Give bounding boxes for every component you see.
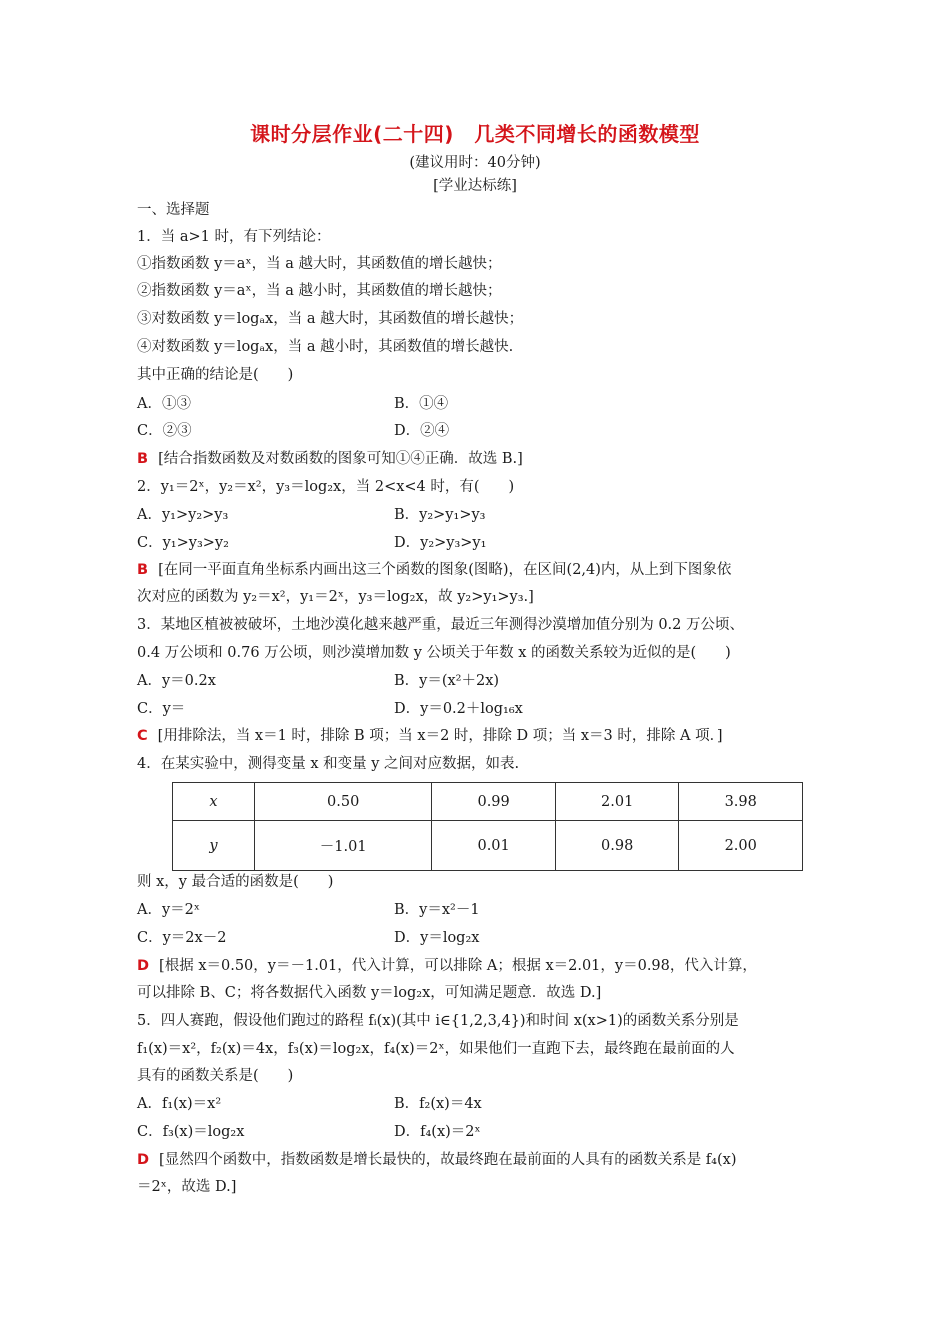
q5-option-a: A．f₁(x)＝x² bbox=[137, 1096, 222, 1112]
q5-answer-letter: D bbox=[137, 1152, 150, 1168]
q5-option-b: B．f₂(x)＝4x bbox=[394, 1096, 482, 1112]
q2-answer bbox=[137, 560, 731, 580]
q4-option-c: C．y＝2x－2 bbox=[137, 930, 227, 946]
q1-statement-4: ④对数函数 y＝logₐx，当 a 越小时，其函数值的增长越快. bbox=[137, 339, 514, 355]
data-table bbox=[172, 782, 803, 871]
q4-option-d: D．y＝log₂x bbox=[394, 930, 480, 946]
q2-stem: 2．y₁＝2ˣ，y₂＝x²，y₃＝log₂x，当 2<x<4 时，有( ) bbox=[137, 479, 515, 495]
q2-explanation-1: [在同一平面直角坐标系内画出这三个函数的图象(图略)，在区间(2,4)内，从上到下图象依 bbox=[158, 562, 732, 578]
q5-stem-2: f₁(x)＝x²，f₂(x)＝4x，f₃(x)＝log₂x，f₄(x)＝2ˣ，如果他们一直跑下去，最终跑在最前面的人 bbox=[137, 1041, 735, 1057]
table-cell: 0.99 bbox=[432, 783, 556, 821]
q3-answer bbox=[137, 726, 723, 746]
q1-statement-2: ②指数函数 y＝aˣ，当 a 越小时，其函数值的增长越快； bbox=[137, 283, 502, 299]
q5-option-d: D．f₄(x)＝2ˣ bbox=[394, 1124, 481, 1140]
q5-answer bbox=[137, 1150, 736, 1170]
table-cell: 3.98 bbox=[679, 783, 803, 821]
table-header-y: y bbox=[173, 821, 255, 871]
q1-question: 其中正确的结论是( ) bbox=[137, 367, 294, 383]
q1-option-a: A．①③ bbox=[137, 396, 191, 412]
q4-stem: 4．在某实验中，测得变量 x 和变量 y 之间对应数据，如表. bbox=[137, 756, 520, 772]
table-cell: －1.01 bbox=[255, 821, 432, 871]
q3-option-d: D．y＝0.2＋log₁₆x bbox=[394, 701, 523, 717]
table-cell: 2.01 bbox=[555, 783, 679, 821]
q2-option-b: B．y₂>y₁>y₃ bbox=[394, 507, 486, 523]
table-cell: 0.98 bbox=[555, 821, 679, 871]
table-header-x: x bbox=[173, 783, 255, 821]
q1-stem: 1．当 a>1 时，有下列结论： bbox=[137, 229, 331, 245]
table-cell: 0.01 bbox=[432, 821, 556, 871]
q1-option-b: B．①④ bbox=[394, 396, 449, 412]
page-title: 课时分层作业(二十四) 几类不同增长的函数模型 bbox=[250, 122, 700, 146]
q2-option-d: D．y₂>y₃>y₁ bbox=[394, 535, 487, 551]
q1-answer-letter: B bbox=[137, 451, 149, 467]
q3-option-c: C．y＝ bbox=[137, 701, 186, 717]
q3-stem-1: 3．某地区植被被破坏，土地沙漠化越来越严重，最近三年测得沙漠增加值分别为 0.2 万公顷、 bbox=[137, 617, 744, 633]
q1-option-d: D．②④ bbox=[394, 423, 450, 439]
q2-option-c: C．y₁>y₃>y₂ bbox=[137, 535, 229, 551]
q1-answer bbox=[137, 449, 523, 469]
q3-option-b: B．y＝(x²＋2x) bbox=[394, 673, 500, 689]
q3-option-a: A．y＝0.2x bbox=[137, 673, 216, 689]
q4-explanation-1: [根据 x＝0.50，y＝－1.01，代入计算，可以排除 A；根据 x＝2.01，y＝0.98，代入计算， bbox=[159, 958, 757, 974]
table-cell: 0.50 bbox=[255, 783, 432, 821]
q2-option-a: A．y₁>y₂>y₃ bbox=[137, 507, 229, 523]
q1-statement-1: ①指数函数 y＝aˣ，当 a 越大时，其函数值的增长越快； bbox=[137, 256, 502, 272]
q2-answer-letter: B bbox=[137, 562, 149, 578]
q2-explanation-2: 次对应的函数为 y₂＝x²，y₁＝2ˣ，y₃＝log₂x，故 y₂>y₁>y₃.] bbox=[137, 589, 534, 605]
q4-answer-letter: D bbox=[137, 958, 150, 974]
section-tag: [学业达标练] bbox=[433, 178, 517, 194]
table-row-x bbox=[173, 783, 803, 821]
q5-stem-3: 具有的函数关系是( ) bbox=[137, 1068, 294, 1084]
q5-option-c: C．f₃(x)＝log₂x bbox=[137, 1124, 245, 1140]
q4-question: 则 x，y 最合适的函数是( ) bbox=[137, 874, 334, 890]
q3-answer-letter: C bbox=[137, 728, 148, 744]
q5-stem-1: 5．四人赛跑，假设他们跑过的路程 fᵢ(x)(其中 i∈{1,2,3,4})和时间 x(x>1)的函数关系分别是 bbox=[137, 1013, 739, 1029]
table-row-y bbox=[173, 821, 803, 871]
q4-explanation-2: 可以排除 B、C；将各数据代入函数 y＝log₂x，可知满足题意．故选 D.] bbox=[137, 985, 602, 1001]
q4-answer bbox=[137, 956, 757, 976]
q5-explanation-1: [显然四个函数中，指数函数是增长最快的，故最终跑在最前面的人具有的函数关系是 f₄(x) bbox=[159, 1152, 737, 1168]
q3-explanation: [用排除法，当 x＝1 时，排除 B 项；当 x＝2 时，排除 D 项；当 x＝3 时，排除 A 项．] bbox=[157, 728, 723, 744]
table-cell: 2.00 bbox=[679, 821, 803, 871]
q3-stem-2: 0.4 万公顷和 0.76 万公顷，则沙漠增加数 y 公顷关于年数 x 的函数关系较为近似的是( ) bbox=[137, 645, 731, 661]
section-heading: 一、选择题 bbox=[137, 202, 210, 218]
q4-option-a: A．y＝2ˣ bbox=[137, 902, 201, 918]
q1-option-c: C．②③ bbox=[137, 423, 192, 439]
page-subtitle: (建议用时：40分钟) bbox=[409, 155, 541, 171]
q1-explanation: [结合指数函数及对数函数的图象可知①④正确．故选 B.] bbox=[158, 451, 523, 467]
q5-explanation-2: ＝2ˣ，故选 D.] bbox=[137, 1179, 237, 1195]
q1-statement-3: ③对数函数 y＝logₐx，当 a 越大时，其函数值的增长越快； bbox=[137, 311, 524, 327]
q4-option-b: B．y＝x²－1 bbox=[394, 902, 480, 918]
